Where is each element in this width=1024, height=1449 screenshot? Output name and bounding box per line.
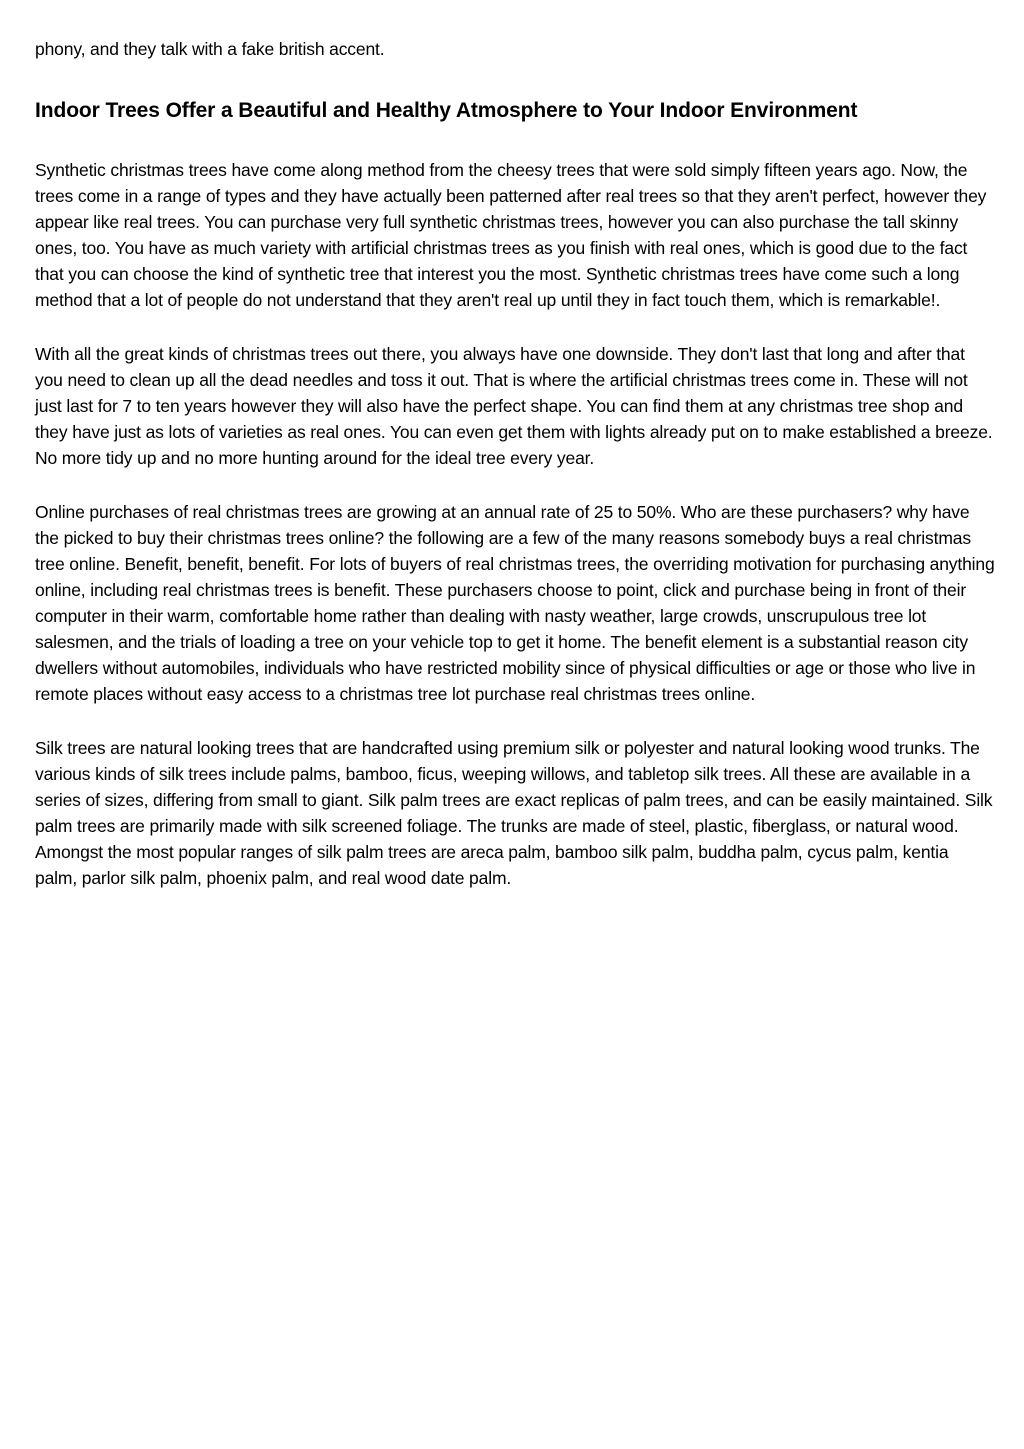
paragraph-downside: With all the great kinds of christmas trees out there, you always have one downside. They don't last that long and after that you need to clean up all the dead needles and toss it out. That is where the artificial christmas trees come in. These will not just last for 7 to ten years however they will also have the perfect shape. You can find them at any christmas tree shop and they have just as lots of varieties as real ones. You can even get them with lights already put on to make established a breeze. No more tidy up and no more hunting around for the ideal tree every year. [35, 344, 993, 468]
paragraph-synthetic-trees: Synthetic christmas trees have come along method from the cheesy trees that were sold simply fifteen years ago. Now, the trees come in a range of types and they have actually been patterned after real trees so that they aren't perfect, however they appear like real trees. You can purchase very full synthetic christmas trees, however you can also purchase the tall skinny ones, too. You have as much variety with artificial christmas trees as you finish with real ones, which is good due to the fact that you can choose the kind of synthetic tree that interest you the most. Synthetic christmas trees have come such a long method that a lot of people do not understand that they aren't real up until they in fact touch them, which is remarkable!. [35, 160, 987, 310]
article-heading: Indoor Trees Offer a Beautiful and Healthy Atmosphere to Your Indoor Environment [35, 99, 858, 122]
paragraph-online-purchases: Online purchases of real christmas trees are growing at an annual rate of 25 to 50%. Who are these purchasers? why have the picked to buy their christmas trees online? the following are a few of the many reasons somebody buys a real christmas tree online. Benefit, benefit, benefit. For lots of buyers of real christmas trees, the overriding motivation for purchasing anything online, including real christmas trees is benefit. These purchasers choose to point, click and purchase being in front of their computer in their warm, comfortable home rather than dealing with nasty weather, large crowds, unscrupulous tree lot salesmen, and the trials of loading a tree on your vehicle top to get it home. The benefit element is a substantial reason city dwellers without automobiles, individuals who have restricted mobility since of physical difficulties or age or those who live in remote places without easy access to a christmas tree lot purchase real christmas trees online. [35, 502, 995, 704]
paragraph-silk-trees: Silk trees are natural looking trees that are handcrafted using premium silk or polyester and natural looking wood trunks. The various kinds of silk trees include palms, bamboo, ficus, weeping willows, and tabletop silk trees. All these are available in a series of sizes, differing from small to giant. Silk palm trees are exact replicas of palm trees, and can be easily maintained. Silk palm trees are primarily made with silk screened foliage. The trunks are made of steel, plastic, fiberglass, or natural wood. Amongst the most popular ranges of silk palm trees are areca palm, bamboo silk palm, buddha palm, cycus palm, kentia palm, parlor silk palm, phoenix palm, and real wood date palm. [35, 738, 993, 888]
lead-text: phony, and they talk with a fake british accent. [35, 39, 385, 59]
document-page [35, 36, 995, 891]
